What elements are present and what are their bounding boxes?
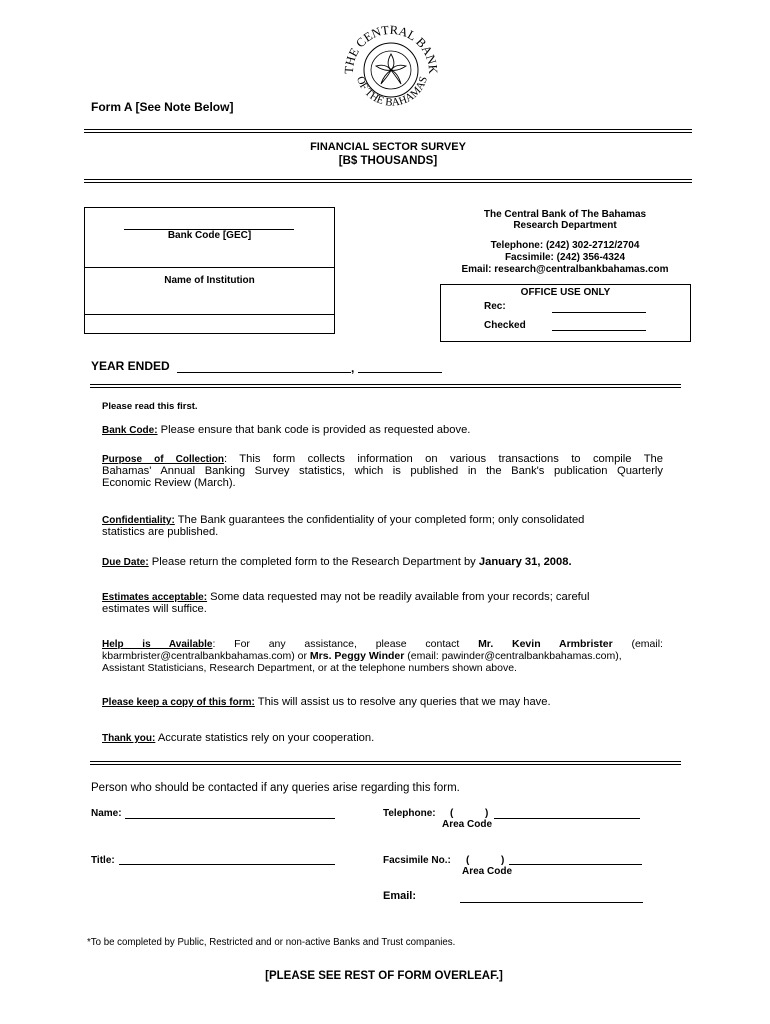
rec-line[interactable] xyxy=(552,312,646,313)
survey-subtitle: [B$ THOUSANDS] xyxy=(338,155,438,167)
bank-telephone: Telephone: (242) 302-2712/2704 xyxy=(490,240,640,251)
note-help-text1a: : For any assistance, please contact xyxy=(212,638,460,650)
institution-name-label: Name of Institution xyxy=(164,275,255,286)
note-help-label: Help is Available xyxy=(102,639,213,650)
note-help-text2a: kbarmbrister@centralbankbahamas.com) or xyxy=(102,650,307,662)
note-help-text2b: (email: pawinder@centralbankbahamas.com), xyxy=(407,650,622,662)
contact-email-line[interactable] xyxy=(460,902,643,903)
seal-text-top: THE CENTRAL BANK xyxy=(341,22,441,75)
contact-name-label: Name: xyxy=(91,808,122,819)
note-keep-copy-text: This will assist us to resolve any queries that we may have. xyxy=(257,696,551,708)
note-confidentiality-text1: The Bank guarantees the confidentiality of your completed form; only consolidated xyxy=(177,514,585,526)
header-rule-top xyxy=(84,129,692,133)
note-due-date xyxy=(102,556,663,569)
form-label: Form A [See Note Below] xyxy=(91,100,234,114)
institution-name-line[interactable] xyxy=(84,314,335,315)
note-due-date-value: January 31, 2008. xyxy=(478,556,572,568)
facsimile-area-code-label: Area Code xyxy=(462,866,513,877)
contact-person-intro: Person who should be contacted if any queries arise regarding this form. xyxy=(91,782,460,794)
contact-name-line[interactable] xyxy=(125,818,335,819)
year-ended-year-line[interactable] xyxy=(358,372,442,373)
facsimile-paren-open: ( xyxy=(466,855,470,866)
note-purpose-line2: Bahamas' Annual Banking Survey statistics, which is published in the Bank's publication Quarterly xyxy=(102,465,663,477)
seal-text-bottom: OF THE BAHAMAS xyxy=(353,74,431,109)
bank-dept-name: Research Department xyxy=(513,220,617,231)
note-due-date-label: Due Date: xyxy=(102,557,149,568)
note-thank-you xyxy=(102,732,663,745)
overleaf-notice: [PLEASE SEE REST OF FORM OVERLEAF.] xyxy=(265,970,503,982)
note-keep-copy-label: Please keep a copy of this form: xyxy=(102,697,255,708)
note-estimates-label: Estimates acceptable: xyxy=(102,592,208,603)
year-ended-comma: , xyxy=(351,361,355,375)
note-thank-you-label: Thank you: xyxy=(102,733,156,744)
header-rule-bottom xyxy=(84,179,692,183)
bank-code-divider xyxy=(84,267,335,268)
contact-telephone-line[interactable] xyxy=(494,818,640,819)
bank-org-name: The Central Bank of The Bahamas xyxy=(483,209,647,220)
year-ended-date-line[interactable] xyxy=(177,372,351,373)
note-bank-code-text: Please ensure that bank code is provided as requested above. xyxy=(160,424,471,436)
note-keep-copy xyxy=(102,696,663,709)
note-help-contact2: Mrs. Peggy Winder xyxy=(309,650,405,662)
contact-title-line[interactable] xyxy=(119,864,335,865)
bank-facsimile: Facsimile: (242) 356-4324 xyxy=(504,252,626,263)
note-help-line3: Assistant Statisticians, Research Department, or at the telephone numbers shown above. xyxy=(102,662,517,674)
note-help-line2 xyxy=(102,650,663,662)
note-bank-code xyxy=(102,424,663,437)
telephone-paren-close: ) xyxy=(485,808,489,819)
note-help-contact1: Mr. Kevin Armbrister xyxy=(478,638,613,650)
facsimile-paren-close: ) xyxy=(501,855,505,866)
contact-facsimile-label: Facsimile No.: xyxy=(383,855,451,866)
notes-rule-bottom xyxy=(90,761,681,765)
note-bank-code-label: Bank Code: xyxy=(102,425,158,436)
central-bank-seal xyxy=(337,16,445,124)
note-thank-you-text: Accurate statistics rely on your cooperation. xyxy=(157,732,375,744)
checked-line[interactable] xyxy=(552,330,646,331)
contact-email-label: Email: xyxy=(383,890,417,902)
contact-title-label: Title: xyxy=(91,855,115,866)
telephone-area-code-label: Area Code xyxy=(442,819,493,830)
note-help-text1b: (email: xyxy=(631,638,663,650)
telephone-paren-open: ( xyxy=(450,808,454,819)
note-purpose-line3: Economic Review (March). xyxy=(102,477,236,489)
note-estimates-line2: estimates will suffice. xyxy=(102,603,207,615)
year-ended-label: YEAR ENDED xyxy=(91,359,170,373)
bank-code-label: Bank Code [GEC] xyxy=(167,230,252,241)
contact-facsimile-line[interactable] xyxy=(509,864,642,865)
checked-label: Checked xyxy=(484,320,526,331)
notes-intro: Please read this first. xyxy=(102,401,198,412)
bank-email: Email: research@centralbankbahamas.com xyxy=(461,264,669,275)
office-use-title: OFFICE USE ONLY xyxy=(520,287,611,298)
survey-title: FINANCIAL SECTOR SURVEY xyxy=(310,141,466,153)
note-confidentiality-line2: statistics are published. xyxy=(102,526,219,538)
note-purpose-text1: : This form collects information on various transactions to compile The xyxy=(223,453,663,465)
note-estimates-text1: Some data requested may not be readily available from your records; careful xyxy=(210,591,590,603)
note-purpose-label: Purpose of Collection xyxy=(102,454,224,465)
note-confidentiality-label: Confidentiality: xyxy=(102,515,175,526)
notes-rule-top xyxy=(90,384,681,388)
footnote: *To be completed by Public, Restricted and or non-active Banks and Trust companies. xyxy=(87,937,456,948)
contact-telephone-label: Telephone: xyxy=(383,808,436,819)
note-due-date-text: Please return the completed form to the Research Department by xyxy=(151,556,476,568)
rec-label: Rec: xyxy=(484,301,506,312)
